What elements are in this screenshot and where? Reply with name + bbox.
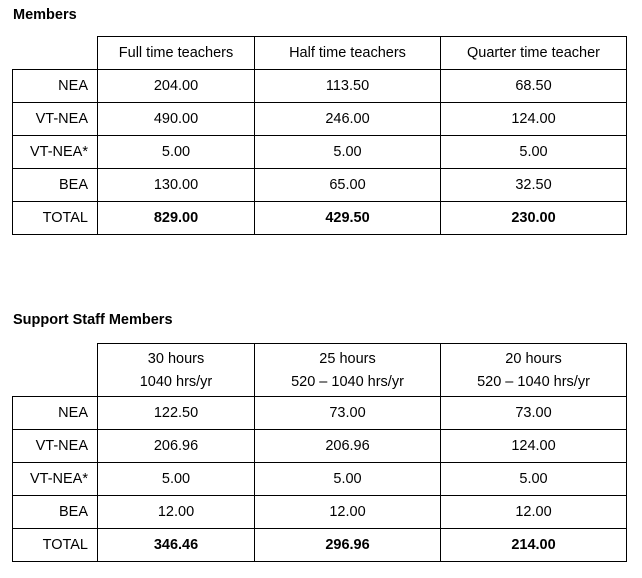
table-cell: 130.00 [98,169,255,202]
table-cell: 124.00 [441,430,627,463]
table-cell: 5.00 [98,136,255,169]
header-blank-cell [13,344,98,397]
column-header-hrs-per-year: 520 – 1040 hrs/yr [477,373,590,390]
row-label: TOTAL [13,529,98,562]
table-header-row [13,37,627,70]
table-cell: 12.00 [255,496,441,529]
table-cell: 12.00 [98,496,255,529]
table-cell: 490.00 [98,103,255,136]
row-label: VT-NEA [13,430,98,463]
table-row [13,70,627,103]
table-row [13,397,627,430]
column-header [441,344,627,397]
members-section-title: Members [13,7,77,23]
row-label: BEA [13,169,98,202]
column-header: Quarter time teacher [441,37,627,70]
table-cell: 124.00 [441,103,627,136]
table-cell: 5.00 [98,463,255,496]
total-row [13,529,627,562]
table-cell: 5.00 [441,136,627,169]
table-row [13,169,627,202]
total-cell: 346.46 [98,529,255,562]
table-header-row [13,344,627,397]
table-row [13,430,627,463]
support-staff-table [12,343,627,562]
table-cell: 73.00 [255,397,441,430]
total-cell: 296.96 [255,529,441,562]
table-row [13,103,627,136]
table-cell: 113.50 [255,70,441,103]
table-cell: 5.00 [441,463,627,496]
table-cell: 68.50 [441,70,627,103]
column-header-hrs-per-year: 1040 hrs/yr [139,373,213,390]
row-label: NEA [13,397,98,430]
table-cell: 206.96 [98,430,255,463]
column-header-hrs-per-year: 520 – 1040 hrs/yr [291,373,404,390]
row-label: VT-NEA* [13,136,98,169]
table-cell: 12.00 [441,496,627,529]
row-label: TOTAL [13,202,98,235]
total-row [13,202,627,235]
column-header-hours: 20 hours [505,350,562,367]
table-cell: 204.00 [98,70,255,103]
total-cell: 429.50 [255,202,441,235]
table-row [13,463,627,496]
column-header [255,344,441,397]
column-header [98,344,255,397]
table-cell: 246.00 [255,103,441,136]
column-header: Full time teachers [98,37,255,70]
table-cell: 65.00 [255,169,441,202]
table-cell: 32.50 [441,169,627,202]
row-label: VT-NEA [13,103,98,136]
total-cell: 829.00 [98,202,255,235]
column-header-hours: 30 hours [147,350,205,367]
table-cell: 5.00 [255,463,441,496]
table-cell: 206.96 [255,430,441,463]
row-label: BEA [13,496,98,529]
total-cell: 230.00 [441,202,627,235]
members-table [12,36,627,235]
total-cell: 214.00 [441,529,627,562]
column-header: Half time teachers [255,37,441,70]
table-cell: 5.00 [255,136,441,169]
row-label: VT-NEA* [13,463,98,496]
table-row [13,496,627,529]
table-cell: 73.00 [441,397,627,430]
table-cell: 122.50 [98,397,255,430]
support-section-title: Support Staff Members [13,312,173,328]
header-blank-cell [13,37,98,70]
table-row [13,136,627,169]
column-header-hours: 25 hours [319,350,376,367]
row-label: NEA [13,70,98,103]
